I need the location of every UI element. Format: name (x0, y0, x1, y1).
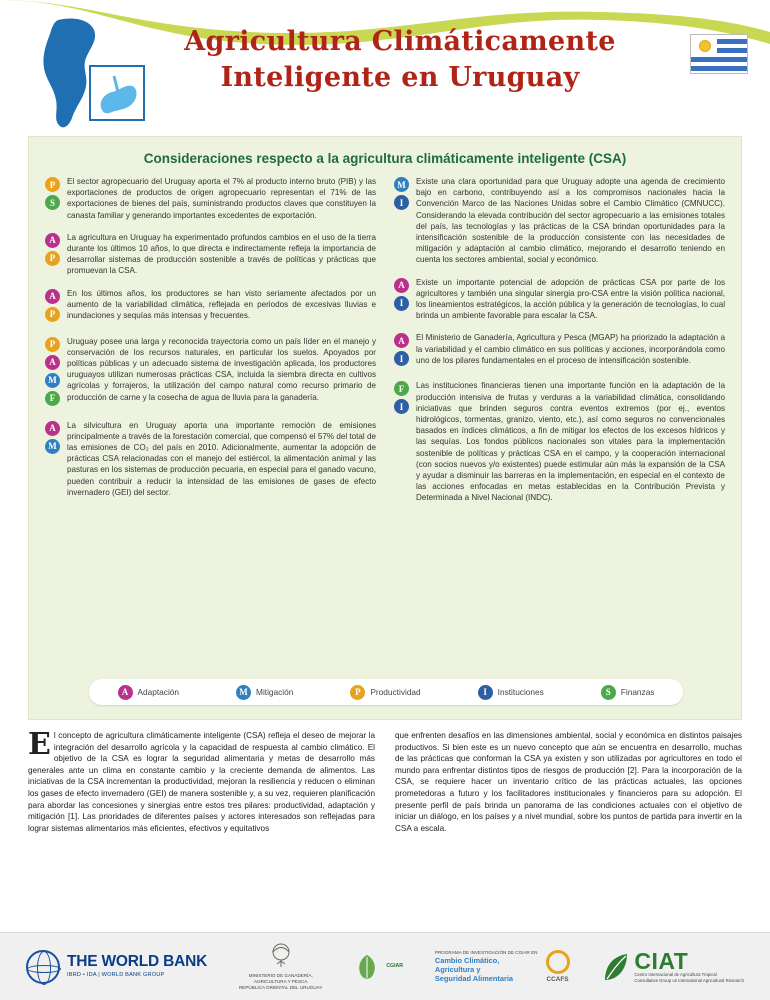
badge-adaptation-icon: A (45, 421, 60, 436)
badge-mitigation-icon: M (236, 685, 251, 700)
list-item-text: Uruguay posee una larga y reconocida trayectoria como un país líder en el manejo y conservación de los recursos naturales, en particular los suelos. Apoyados por políticas públicas y un adecuado sistema de investigación aplicada, los productores uruguayos utilizan numerosas prácticas CSA, incluida la siembra directa en cultivos agrícolas y forrajeros, la utilización del campo natural como recurso primario de producción de carne y la cosecha de agua de lluvia para la ganadería. (67, 336, 376, 402)
badge-finance-icon: F (45, 391, 60, 406)
badge-group (394, 277, 416, 322)
world-bank-name: THE WORLD BANK (67, 953, 208, 971)
globe-icon (26, 950, 60, 984)
badge-productivity-icon: P (45, 307, 60, 322)
intro-right-column (395, 730, 742, 922)
intro-left-column (28, 727, 375, 922)
legend (89, 679, 683, 705)
south-america-map-icon (28, 14, 148, 132)
page-title-line-1: Agricultura Climáticamente (184, 26, 616, 57)
list-item-text: Las instituciones financieras tienen una importante función en la adaptación de la producción intensiva de frutas y verduras a la variabilidad climática, consolidando iniciativas que brinden seguros contra eventos extremos (por ej., eventos hidrológicos, tormentas, granizo, viento, etc.), así como seguros no convencionales basados en índices climáticos, a fin de mitigar los efectos de los excesos hídricos y las sequías. Los fondos públicos nacionales son vitales para la implementación sostenible de políticas y prácticas CSA en el campo, y la cooperación internacional (con socios nuevos y/o existentes) puede estimular aún más la expansión de la CSA y ayudar a disminuir las barreras en la implementación, en especial en el contexto de las acciones enfocadas en metas establecidas en la Contribución Prevista y Determinada a Nivel Nacional (INDC). (416, 381, 725, 503)
legend-item-finance (601, 685, 655, 700)
considerations-panel (28, 136, 742, 720)
leaf-icon (354, 953, 380, 981)
badge-group (45, 336, 67, 409)
ccafs-name: CCAFS (546, 976, 569, 983)
world-bank-logo (26, 950, 207, 984)
badge-finance-icon: S (45, 195, 60, 210)
legend-item-institutions (478, 685, 544, 700)
list-item-text: Existe un importante potencial de adopción de prácticas CSA por parte de los agricultores y también una singular sinergia pro-CSA entre la visión política nacional, los lineamientos estratégicos, la acción pública y la generación de tecnologías, lo cual brinda un ambiente favorable para escalar la CSA. (416, 277, 725, 321)
badge-institutions-icon: I (394, 195, 409, 210)
list-item-text: La silvicultura en Uruguay aporta una importante remoción de emisiones principalmente a través de la forestación comercial, que compensó el 57% del total de las emisiones de CO₂ del país en 2010. Adicionalmente, aumentar la adopción de prácticas CSA relacionadas con el manejo del estiércol, la alimentación animal y las pasturas en los sistemas de producción pecuaria, en especial para el ganado vacuno, pueden contribuir a reducir la intensidad de las emisiones de gases de efecto invernadero (GEI) del sector. (67, 420, 376, 497)
program-title-1: Cambio Climático, (434, 956, 500, 965)
badge-institutions-icon: I (394, 296, 409, 311)
world-bank-subtitle: IBRD • IDA | WORLD BANK GROUP (67, 971, 165, 978)
list-item (45, 420, 376, 498)
badge-group (45, 176, 67, 221)
badge-mitigation-icon: M (45, 439, 60, 454)
badge-adaptation-icon: A (45, 289, 60, 304)
ciat-subtitle-1: Centro Internacional de Agricultura Tropical (634, 971, 717, 977)
legend-label: Productividad (370, 687, 421, 697)
program-title-3: Seguridad Alimentaria (434, 974, 514, 983)
mgap-line-1: MINISTERIO DE GANADERÍA, (248, 973, 313, 978)
list-item-text: La agricultura en Uruguay ha experimentado profundos cambios en el uso de la tierra durante los últimos 10 años, lo que directa e indirectamente refleja la importancia de desarrollar sistemas de producción sostenible a través de políticas y prácticas que promuevan la CSA. (67, 232, 376, 276)
list-item-text: En los últimos años, los productores se han visto seriamente afectados por un aumento de la variabilidad climática, reflejada en periodos de excesivas lluvias e inundaciones y sequías más intensas y frecuentes. (67, 288, 376, 321)
list-item-text: El Ministerio de Ganadería, Agricultura y Pesca (MGAP) ha priorizado la adaptación a la variabilidad y el cambio climático en sus políticas y acciones, incorporándola como uno de los pilares fundamentales en el proceso de intensificación sostenible. (416, 333, 725, 365)
footer-logos (0, 932, 770, 1000)
panel-heading: Consideraciones respecto a la agricultura climáticamente inteligente (CSA) (143, 151, 627, 166)
intro-right-text: que enfrenten desafíos en las dimensiones ambiental, social y económica en distintos paisajes productivos. Si bien este es un nuevo concepto que aún se encuentra en desarrollo, muchas de las prácticas que conforman la CSA ya existen y son utilizadas por agricultores en todo el mundo para enfrentar distintos tipos de riesgos de producción [2]. Para la incorporación de la CSA, se requiere hacer un inventario crítico de las prácticas actuales, las opciones prometedoras a futuro y los facilitadores institucionales y financieros para su adopción. El presente perfil de país brinda un panorama de las condiciones actuales con el objetivo de iniciar un diálogo, en los países y a nivel mundial, sobre los puntos de partida para invertir en la CSA a escala. (395, 731, 742, 833)
legend-label: Adaptación (137, 687, 180, 697)
legend-label: Finanzas (620, 687, 655, 697)
intro-dropcap: E (28, 727, 51, 762)
badge-adaptation-icon: A (394, 333, 409, 348)
list-item-text: Existe una clara oportunidad para que Uruguay adopte una agenda de crecimiento bajo en carbono, contribuyendo así a los compromisos nacionales hacia la Convención Marco de las Naciones Unidas sobre el Cambio Climático (CMNUCC). Considerando la elevada contribución del sector agropecuario a las emisiones totales del país, las tecnologías y las prácticas de la CSA brindan oportunidades para la intensificación sostenible de la producción consistente con las necesidades de mitigación y adaptación al cambio climático, mejorando el desarrollo teniendo en cuenta los sectores ambiental, social y económico. (416, 177, 725, 265)
badge-group (394, 176, 416, 266)
ciat-name: CIAT (634, 947, 689, 974)
leaf-icon (601, 952, 629, 982)
panel-columns (29, 176, 741, 515)
panel-right-column (394, 176, 725, 515)
page-title-line-2: Inteligente en Uruguay (220, 62, 580, 93)
ciat-subtitle-2: Consultative Group on International Agricultural Research (634, 977, 744, 983)
badge-group (45, 288, 67, 325)
list-item (394, 176, 725, 266)
legend-item-productivity (350, 685, 420, 700)
page-title (150, 24, 650, 96)
badge-group (45, 232, 67, 277)
badge-institutions-icon: I (394, 351, 409, 366)
cgiar-logo (354, 953, 403, 981)
ciat-logo (601, 947, 744, 983)
list-item-text: El sector agropecuario del Uruguay aporta el 7% al producto interno bruto (PIB) y las exportaciones de productos de origen agropecuario representan el 71% de las exportaciones de bienes del país, suministrando productos claves que constituyen la canasta familiar y generando importantes excedentes de exportación. (67, 177, 376, 220)
list-item (394, 277, 725, 322)
south-america-map (28, 14, 148, 132)
badge-productivity-icon: P (45, 177, 60, 192)
list-item (45, 336, 376, 409)
legend-item-adaptation (118, 685, 180, 700)
legend-label: Mitigación (256, 687, 294, 697)
badge-productivity-icon: P (350, 685, 365, 700)
uruguay-flag-icon (690, 34, 748, 74)
list-item (45, 232, 376, 277)
intro-body (28, 727, 742, 922)
circle-icon (546, 950, 570, 974)
badge-adaptation-icon: A (45, 233, 60, 248)
badge-productivity-icon: P (45, 337, 60, 352)
badge-institutions-icon: I (478, 685, 493, 700)
list-item (394, 380, 725, 503)
badge-group (394, 380, 416, 503)
program-kicker: PROGRAMA DE INVESTIGACIÓN DE CGIAR EN (434, 950, 538, 955)
badge-group (394, 332, 416, 369)
mgap-line-3: REPÚBLICA ORIENTAL DEL URUGUAY (238, 985, 323, 990)
badge-institutions-icon: I (394, 399, 409, 414)
badge-finance-icon: S (601, 685, 616, 700)
mgap-line-2: AGRICULTURA Y PESCA (254, 979, 308, 984)
program-title-2: Agricultura y (434, 965, 481, 974)
intro-left-text: l concepto de agricultura climáticamente inteligente (CSA) refleja el deseo de mejorar la integración del desarrollo agrícola y la capacidad de respuesta al cambio climático. El objetivo de la CSA es lograr la seguridad alimentaria y metas de desarrollo más generales ante un clima en constante cambio y la creciente demanda de alimentos. Las iniciativas de la CSA incrementan la productividad, mejoran la resiliencia y reducen o eliminan los gases de efecto invernadero (GEI) de manera sostenible y, a su vez, requieren planificación para abordar las concesiones y sinergias entre estos tres pilares: productividad, adaptación y mitigación [1]. Las prioridades de diferentes países y actores interesados son reflejadas para lograr sistemas alimentarios más eficientes, efectivos y equitativos (28, 731, 375, 833)
badge-mitigation-icon: M (394, 177, 409, 192)
list-item (394, 332, 725, 369)
badge-finance-icon: F (394, 381, 409, 396)
page-header (0, 0, 770, 132)
badge-productivity-icon: P (45, 251, 60, 266)
badge-mitigation-icon: M (45, 373, 60, 388)
list-item (45, 176, 376, 221)
mgap-logo (239, 942, 322, 991)
list-item (45, 288, 376, 325)
legend-label: Instituciones (497, 687, 544, 697)
badge-adaptation-icon: A (45, 355, 60, 370)
cgiar-name: CGIAR (386, 963, 404, 969)
panel-left-column (45, 176, 376, 515)
ccafs-program-block (435, 950, 570, 983)
legend-item-mitigation (236, 685, 293, 700)
badge-adaptation-icon: A (118, 685, 133, 700)
badge-adaptation-icon: A (394, 278, 409, 293)
ccafs-logo (546, 950, 570, 983)
tree-icon (259, 942, 303, 968)
badge-group (45, 420, 67, 498)
